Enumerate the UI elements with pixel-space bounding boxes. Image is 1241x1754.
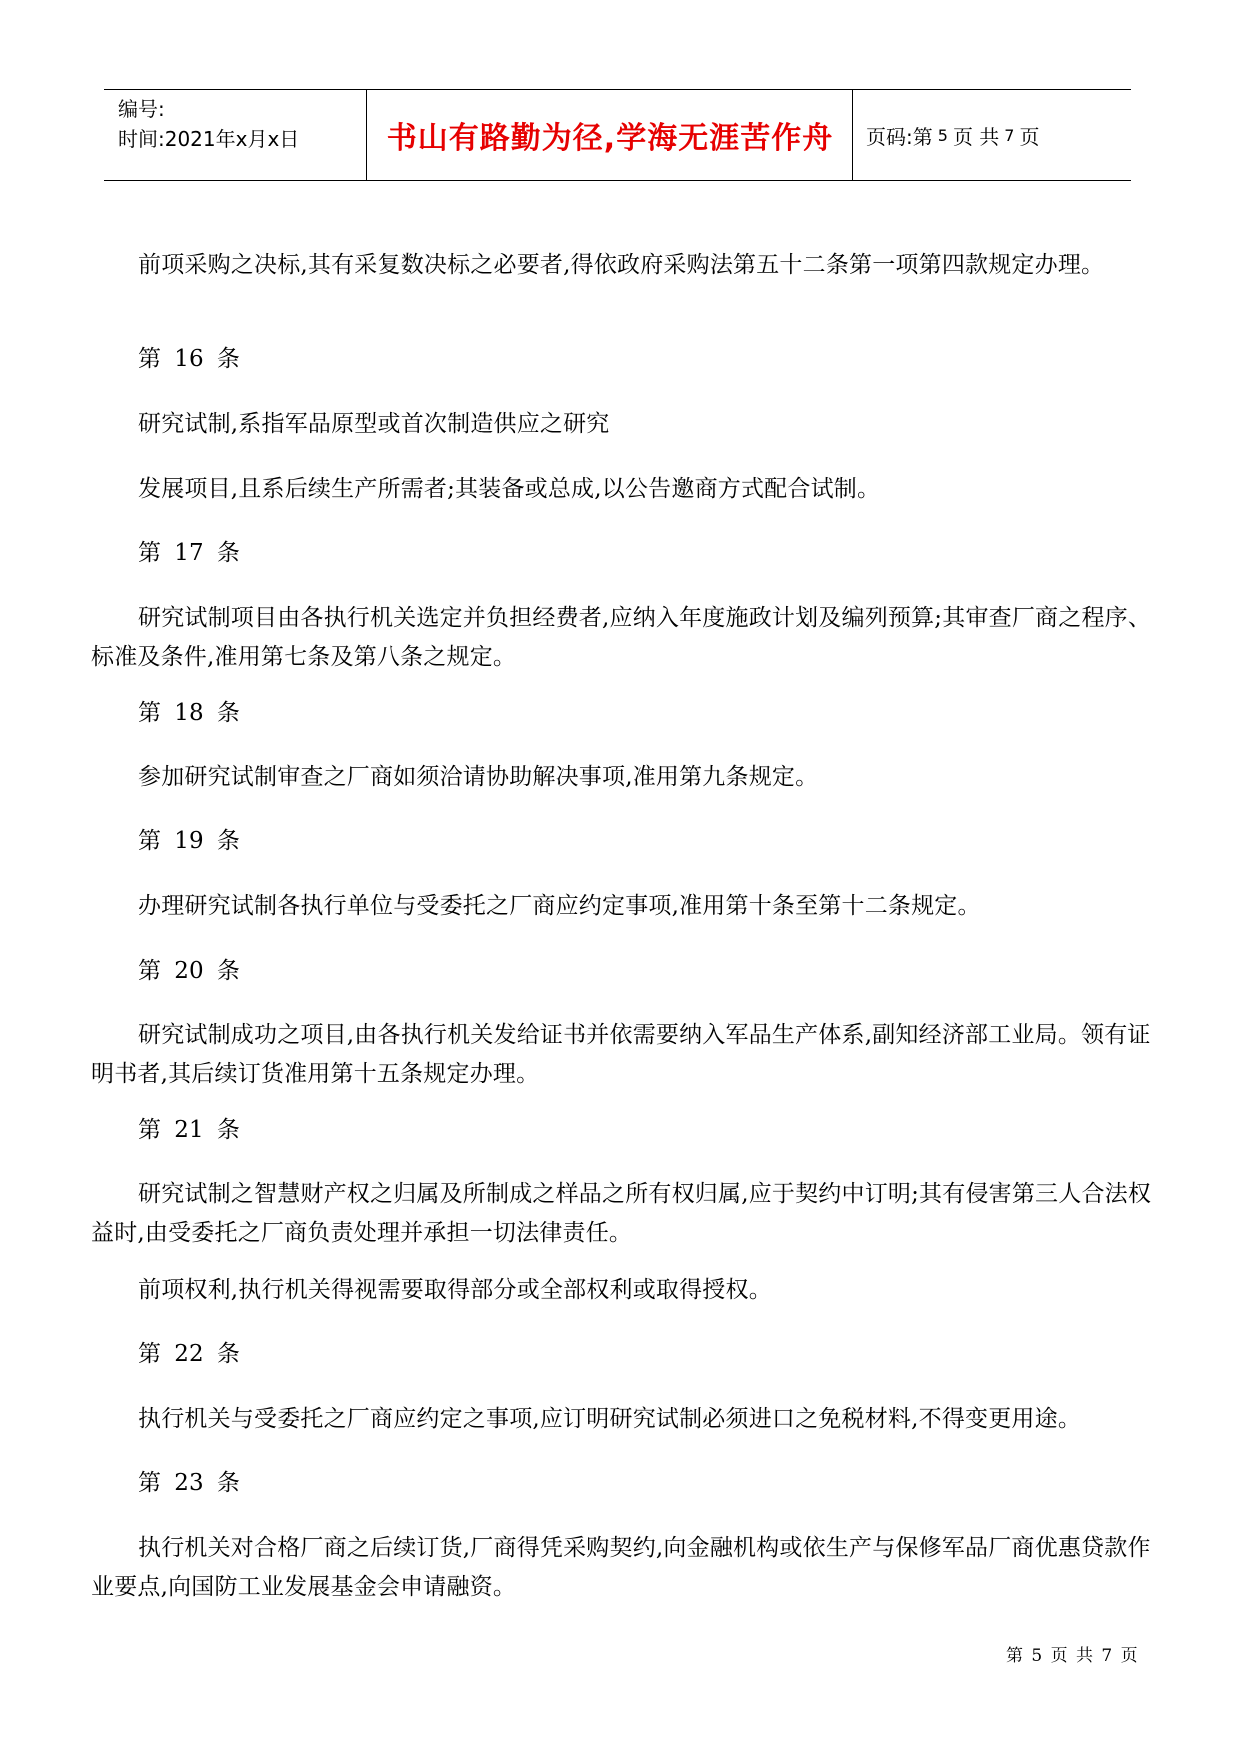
document-number-label: 编号: [118, 97, 165, 121]
header-divider [366, 90, 367, 180]
paragraph: 研究试制成功之项目,由各执行机关发给证书并依需要纳入军品生产体系,副知经济部工业局。领有证明书者,其后续订货准用第十五条规定办理。 [91, 1022, 1151, 1087]
paragraph: 执行机关与受委托之厂商应约定之事项,应订明研究试制必须进口之免税材料,不得变更用途。 [138, 1406, 1082, 1432]
article-heading: 第 17 条 [138, 540, 240, 566]
paragraph: 办理研究试制各执行单位与受委托之厂商应约定事项,准用第十条至第十二条规定。 [138, 893, 981, 919]
article-heading: 第 16 条 [138, 346, 240, 372]
page-total: 7 [1004, 125, 1015, 145]
header-motto: 书山有路勤为径,学海无涯苦作舟 [386, 121, 834, 156]
paragraph: 研究试制之智慧财产权之归属及所制成之样品之所有权归属,应于契约中订明;其有侵害第三人合法权益时,由受委托之厂商负责处理并承担一切法律责任。 [91, 1181, 1152, 1246]
article-heading: 第 19 条 [138, 828, 240, 854]
article-heading: 第 23 条 [138, 1470, 240, 1496]
page-suffix: 页 [1019, 124, 1040, 149]
page-mid: 页 共 [952, 124, 1000, 149]
article-heading: 第 22 条 [138, 1341, 240, 1367]
article-heading: 第 20 条 [138, 958, 240, 984]
header-divider [852, 90, 853, 180]
article-heading: 第 18 条 [138, 700, 240, 726]
paragraph: 参加研究试制审查之厂商如须洽请协助解决事项,准用第九条规定。 [138, 764, 819, 790]
paragraph: 执行机关对合格厂商之后续订货,厂商得凭采购契约,向金融机构或依生产与保修军品厂商优惠贷款作业要点,向国防工业发展基金会申请融资。 [91, 1535, 1151, 1600]
page-footer: 第 5 页 共 7 页 [1006, 1646, 1138, 1666]
article-heading: 第 21 条 [138, 1117, 240, 1143]
page-header [104, 89, 1131, 181]
paragraph: 发展项目,且系后续生产所需者;其装备或总成,以公告邀商方式配合试制。 [138, 476, 881, 502]
header-page-info [866, 90, 1039, 180]
page-number: 5 [937, 125, 948, 145]
paragraph: 研究试制,系指军品原型或首次制造供应之研究 [138, 411, 610, 437]
paragraph: 前项采购之决标,其有采复数决标之必要者,得依政府采购法第五十二条第一项第四款规定办理。 [138, 252, 1105, 278]
paragraph: 前项权利,执行机关得视需要取得部分或全部权利或取得授权。 [138, 1277, 772, 1303]
page-prefix: 页码:第 [866, 124, 933, 149]
paragraph: 研究试制项目由各执行机关选定并负担经费者,应纳入年度施政计划及编列预算;其审查厂商之程序、标准及条件,准用第七条及第八条之规定。 [91, 605, 1152, 670]
header-meta [118, 94, 299, 154]
document-time: 时间:2021年x月x日 [118, 127, 300, 151]
